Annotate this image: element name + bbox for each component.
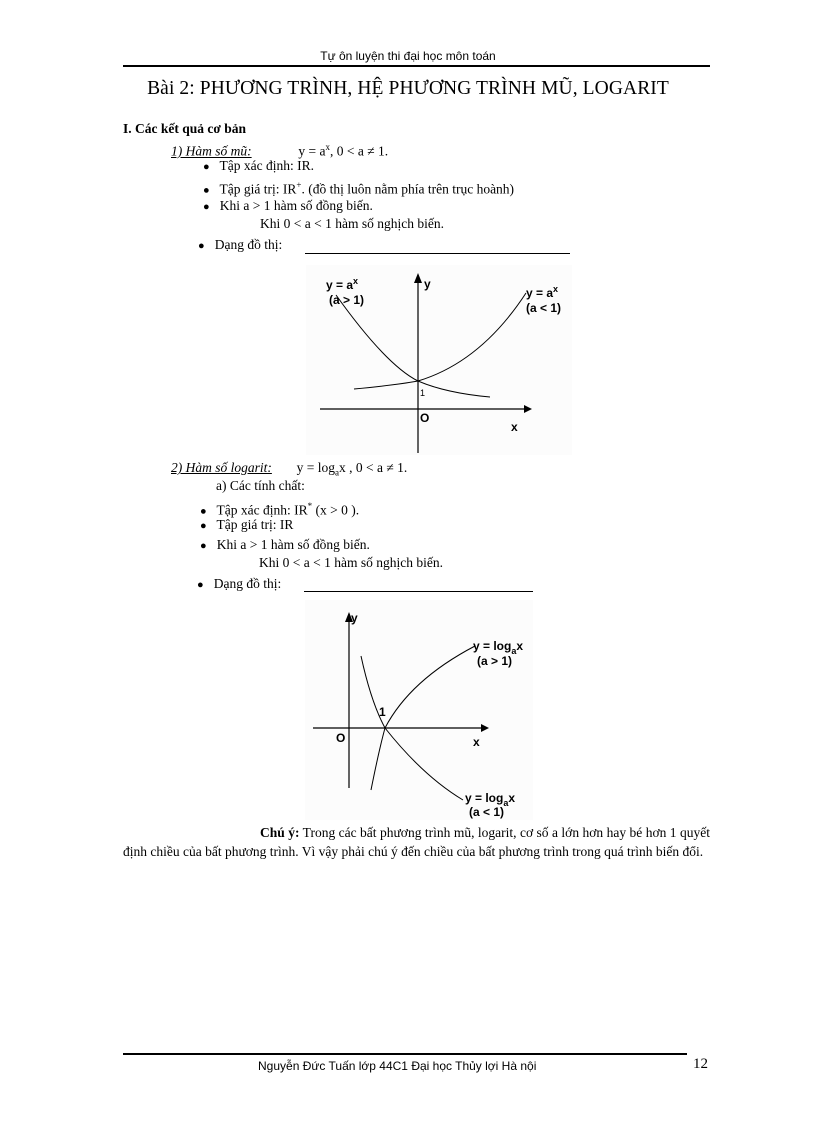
log-function-label: 2) Hàm số logarit: (171, 460, 272, 475)
log-bullet-2 (200, 517, 293, 534)
log-graph-label-line (197, 576, 281, 593)
exp-formula-exponent: x (325, 142, 330, 152)
exp-graph-label-line (198, 237, 282, 254)
log-formula-post: x , 0 < a ≠ 1. (339, 460, 408, 475)
log-one-label: 1 (379, 705, 386, 719)
exp-bullet-3 (203, 198, 373, 215)
exp-formula-condition: , 0 < a ≠ 1. (329, 143, 389, 159)
exp-bullet-2 (203, 177, 514, 199)
bullet-icon: ● (203, 201, 210, 213)
exp-right-cond: (a < 1) (526, 301, 562, 315)
log-x-label: x (473, 735, 480, 749)
page-title: Bài 2: PHƯƠNG TRÌNH, HỆ PHƯƠNG TRÌNH MŨ, LOGARIT (147, 78, 669, 99)
log-graph-underline (304, 591, 533, 592)
note-label: Chú ý: (260, 825, 300, 840)
exp-y-label: y (424, 277, 431, 291)
log-domain-sup: * (307, 501, 313, 511)
bullet-icon: ● (200, 505, 207, 518)
exp-domain: Tập xác định: IR. (219, 158, 315, 173)
log-top-label: $y = \log_ax$ (473, 639, 524, 656)
bullet-icon: ● (203, 161, 210, 173)
exp-range-sup: + (296, 180, 302, 190)
exp-one-label: 1 (420, 388, 426, 398)
bullet-icon: ● (200, 520, 207, 532)
exp-decreasing: Khi 0 < a < 1 hàm số nghịch biến. (260, 216, 444, 231)
exp-function-line (171, 139, 388, 160)
log-properties-heading: a) Các tính chất: (216, 478, 305, 493)
log-x-arrow (481, 724, 489, 732)
note-text: Trong các bất phương trình mũ, logarit, cơ số a lớn hơn hay bé hơn 1 quyết định chiều của bất phương trình. Vì vậy phải chú ý đến chiều của bất phương trình trong quá trình biến đổi. (123, 825, 710, 859)
exp-curve-increasing (354, 293, 526, 389)
exp-formula-base: y = a (298, 143, 326, 159)
exp-y-arrow (414, 273, 422, 283)
exp-function-label: 1) Hàm số mũ: (171, 143, 252, 159)
log-bottom-label: $y = \log_ax$ (465, 791, 516, 808)
log-decreasing: Khi 0 < a < 1 hàm số nghịch biến. (259, 555, 443, 570)
log-formula-pre: y = log (296, 460, 335, 475)
bullet-icon: ● (197, 579, 204, 591)
bullet-icon: ● (203, 184, 210, 197)
header-rule (123, 65, 710, 67)
log-increasing: Khi a > 1 hàm số đồng biến. (216, 537, 370, 552)
log-formula-sub: a (335, 467, 339, 478)
log-origin-label: O (336, 731, 346, 745)
footer-rule (123, 1053, 687, 1055)
log-range: Tập giá trị: IR (216, 517, 294, 532)
log-graph (305, 600, 533, 820)
log-graph-label: Dạng đồ thị: (213, 576, 282, 591)
exp-graph-underline (305, 253, 570, 254)
exp-increasing: Khi a > 1 hàm số đồng biến. (219, 198, 373, 213)
bullet-icon: ● (200, 540, 207, 552)
exp-graph (306, 265, 572, 455)
exp-x-arrow (524, 405, 532, 413)
log-domain-post: (x > 0 ). (312, 502, 360, 518)
log-bullet-3 (200, 537, 370, 554)
log-top-cond: (a > 1) (477, 654, 513, 668)
footer-text: Nguyễn Đức Tuấn lớp 44C1 Đại học Thủy lợi Hà nội (258, 1059, 537, 1073)
exp-x-label: x (511, 420, 518, 434)
log-curve-increasing (371, 646, 475, 790)
exp-range-post: . (đồ thị luôn nằm phía trên trục hoành) (301, 181, 515, 197)
bullet-icon: ● (198, 240, 205, 252)
log-y-label: y (351, 611, 358, 625)
running-header: Tự ôn luyện thi đại học môn toán (320, 49, 496, 63)
exp-graph-label: Dạng đồ thị: (214, 237, 283, 252)
exp-range-pre: Tập giá trị: IR (219, 181, 297, 197)
log-domain-pre: Tập xác định: IR (216, 502, 308, 518)
exp-left-cond: (a > 1) (329, 293, 365, 307)
page-number: 12 (693, 1056, 708, 1072)
note-paragraph (123, 823, 710, 861)
section-heading: I. Các kết quả cơ bản (123, 121, 246, 136)
log-bottom-cond: (a < 1) (469, 805, 505, 819)
exp-right-label: $y = a^x$ (526, 284, 559, 300)
exp-origin-label: O (420, 411, 430, 425)
exp-bullet-1 (203, 158, 314, 175)
exp-left-label: $y = a^x$ (326, 276, 359, 292)
